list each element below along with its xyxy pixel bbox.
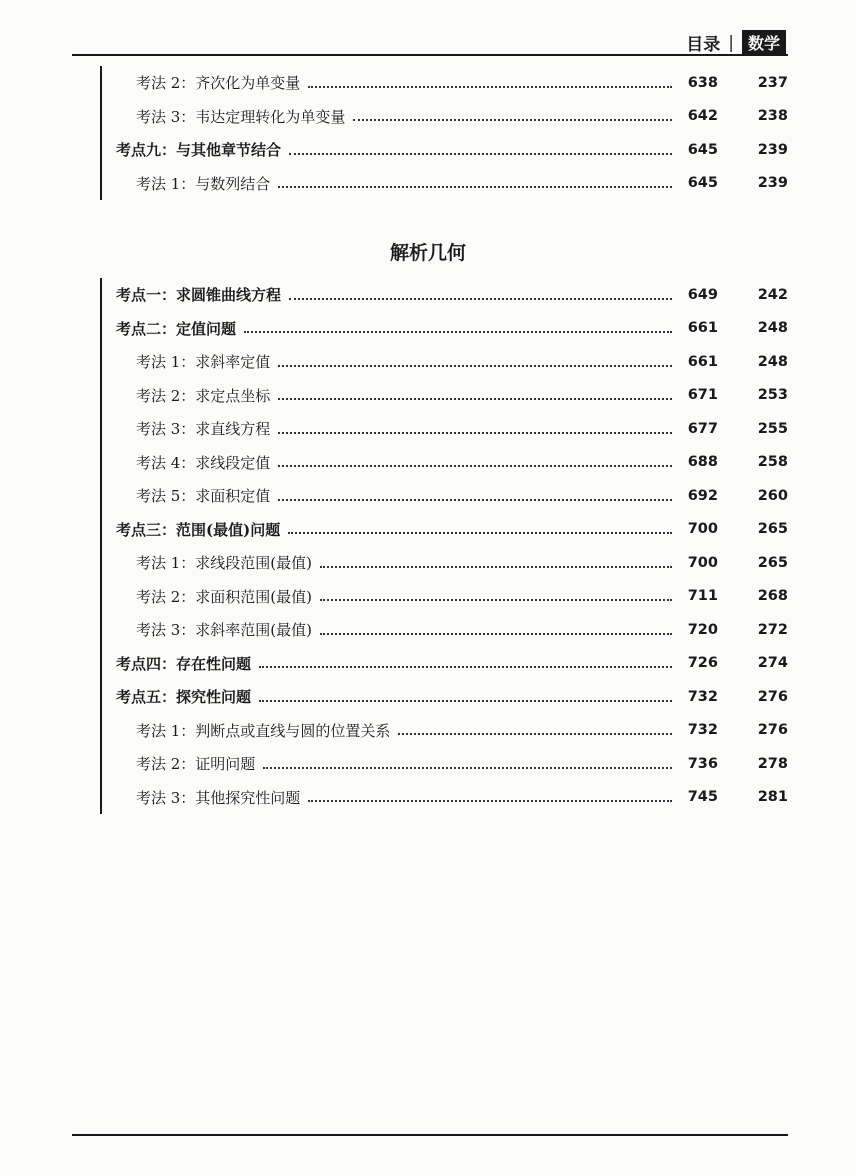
toc-entry-label: 考点一：求圆锥曲线方程 [116,286,282,305]
toc-entry[interactable] [102,133,792,167]
toc-answer-page-number: 276 [757,688,788,705]
dot-leader [278,186,672,188]
toc-page-number: 677 [687,420,718,437]
toc-entry[interactable] [102,379,792,413]
toc-answer-page-number: 274 [757,655,788,672]
toc-page-number: 745 [687,789,718,806]
toc-entry[interactable] [102,680,792,714]
toc-answer-page-number: 260 [757,487,788,504]
toc-answer-page-number: 278 [757,755,788,772]
dot-leader [320,633,672,635]
toc-page-number: 711 [687,588,718,605]
toc-answer-page-number: 265 [757,554,788,571]
toc-entry[interactable] [102,647,792,681]
toc-page-number: 638 [687,74,718,91]
toc-entry-label: 考法 2：求定点坐标 [136,386,271,405]
toc-entry[interactable] [102,312,792,346]
toc-page-number: 645 [687,175,718,192]
toc-entry[interactable] [102,100,792,134]
bottom-rule [72,1134,788,1136]
toc-answer-page-number: 272 [757,621,788,638]
toc-entry[interactable] [102,513,792,547]
toc-entry[interactable] [102,66,792,100]
toc-entry-label: 考法 2：证明问题 [136,755,256,774]
toc-page-number: 649 [687,286,718,303]
toc-page-number: 692 [687,487,718,504]
toc-section-continued [100,66,792,200]
toc-entry-label: 考法 1：求斜率定值 [136,353,271,372]
toc-page-number: 661 [687,320,718,337]
toc-entry-label: 考点三：范围(最值)问题 [116,520,281,539]
toc-answer-page-number: 248 [757,353,788,370]
toc-answer-page-number: 268 [757,588,788,605]
dot-leader [259,666,672,668]
toc-entry[interactable] [102,747,792,781]
dot-leader [320,599,672,601]
page-header [686,30,786,55]
toc-answer-page-number: 239 [757,141,788,158]
toc-entry[interactable] [102,580,792,614]
toc-answer-page-number: 258 [757,454,788,471]
toc-entry[interactable] [102,278,792,312]
toc-answer-page-number: 237 [757,74,788,91]
toc-page-number: 700 [687,521,718,538]
dot-leader [289,153,672,155]
header-title: 目录 [686,35,721,55]
toc-page-number: 671 [687,387,718,404]
toc-entry-label: 考法 3：其他探究性问题 [136,788,301,807]
dot-leader [278,432,672,434]
toc-section-analytic-geometry [100,278,792,814]
toc-page-number: 645 [687,141,718,158]
dot-leader [289,298,672,300]
dot-leader [244,331,672,333]
toc-answer-page-number: 265 [757,521,788,538]
toc-page-number: 688 [687,454,718,471]
toc-answer-page-number: 239 [757,175,788,192]
toc-entry-label: 考法 3：求斜率范围(最值) [136,621,313,640]
dot-leader [259,700,672,702]
toc-entry[interactable] [102,613,792,647]
toc-page-number: 661 [687,353,718,370]
dot-leader [308,86,672,88]
toc-answer-page-number: 253 [757,387,788,404]
toc-page-number: 642 [687,108,718,125]
toc-entry-label: 考法 3：韦达定理转化为单变量 [136,107,346,126]
toc-entry-label: 考法 1：判断点或直线与圆的位置关系 [136,721,391,740]
dot-leader [278,465,672,467]
top-rule [72,54,788,56]
dot-leader [278,365,672,367]
dot-leader [320,566,672,568]
toc-entry-label: 考点五：探究性问题 [116,688,252,707]
toc-answer-page-number: 248 [757,320,788,337]
toc-entry-label: 考法 2：齐次化为单变量 [136,74,301,93]
toc-page-number: 732 [687,688,718,705]
toc-entry-label: 考法 3：求直线方程 [136,420,271,439]
toc-entry[interactable] [102,546,792,580]
toc-answer-page-number: 255 [757,420,788,437]
toc-entry-label: 考法 4：求线段定值 [136,453,271,472]
toc-entry-label: 考点九：与其他章节结合 [116,141,282,160]
toc-entry-label: 考法 1：与数列结合 [136,174,271,193]
toc-entry[interactable] [102,714,792,748]
toc-entry-label: 考点二：定值问题 [116,319,237,338]
dot-leader [263,767,672,769]
dot-leader [353,119,672,121]
toc-entry[interactable] [102,446,792,480]
toc-page-number: 700 [687,554,718,571]
toc-answer-page-number: 276 [757,722,788,739]
dot-leader [308,800,672,802]
toc-entry-label: 考法 2：求面积范围(最值) [136,587,313,606]
dot-leader [278,499,672,501]
dot-leader [398,733,672,735]
toc-entry[interactable] [102,345,792,379]
dot-leader [288,532,672,534]
header-separator: | [728,32,734,53]
toc-entry[interactable] [102,479,792,513]
toc-entry-label: 考法 5：求面积定值 [136,487,271,506]
section-title: 解析几何 [389,242,466,264]
toc-page-number: 720 [687,621,718,638]
toc-answer-page-number: 242 [757,286,788,303]
toc-entry-label: 考点四：存在性问题 [116,654,252,673]
subject-badge: 数学 [742,30,786,55]
toc-answer-page-number: 238 [757,108,788,125]
toc-page-number: 736 [687,755,718,772]
dot-leader [278,398,672,400]
toc-entry[interactable] [102,781,792,815]
toc-entry-label: 考法 1：求线段范围(最值) [136,554,313,573]
toc-page-number: 732 [687,722,718,739]
toc-page-number: 726 [687,655,718,672]
toc-entry[interactable] [102,167,792,201]
toc-answer-page-number: 281 [757,789,788,806]
toc-entry[interactable] [102,412,792,446]
